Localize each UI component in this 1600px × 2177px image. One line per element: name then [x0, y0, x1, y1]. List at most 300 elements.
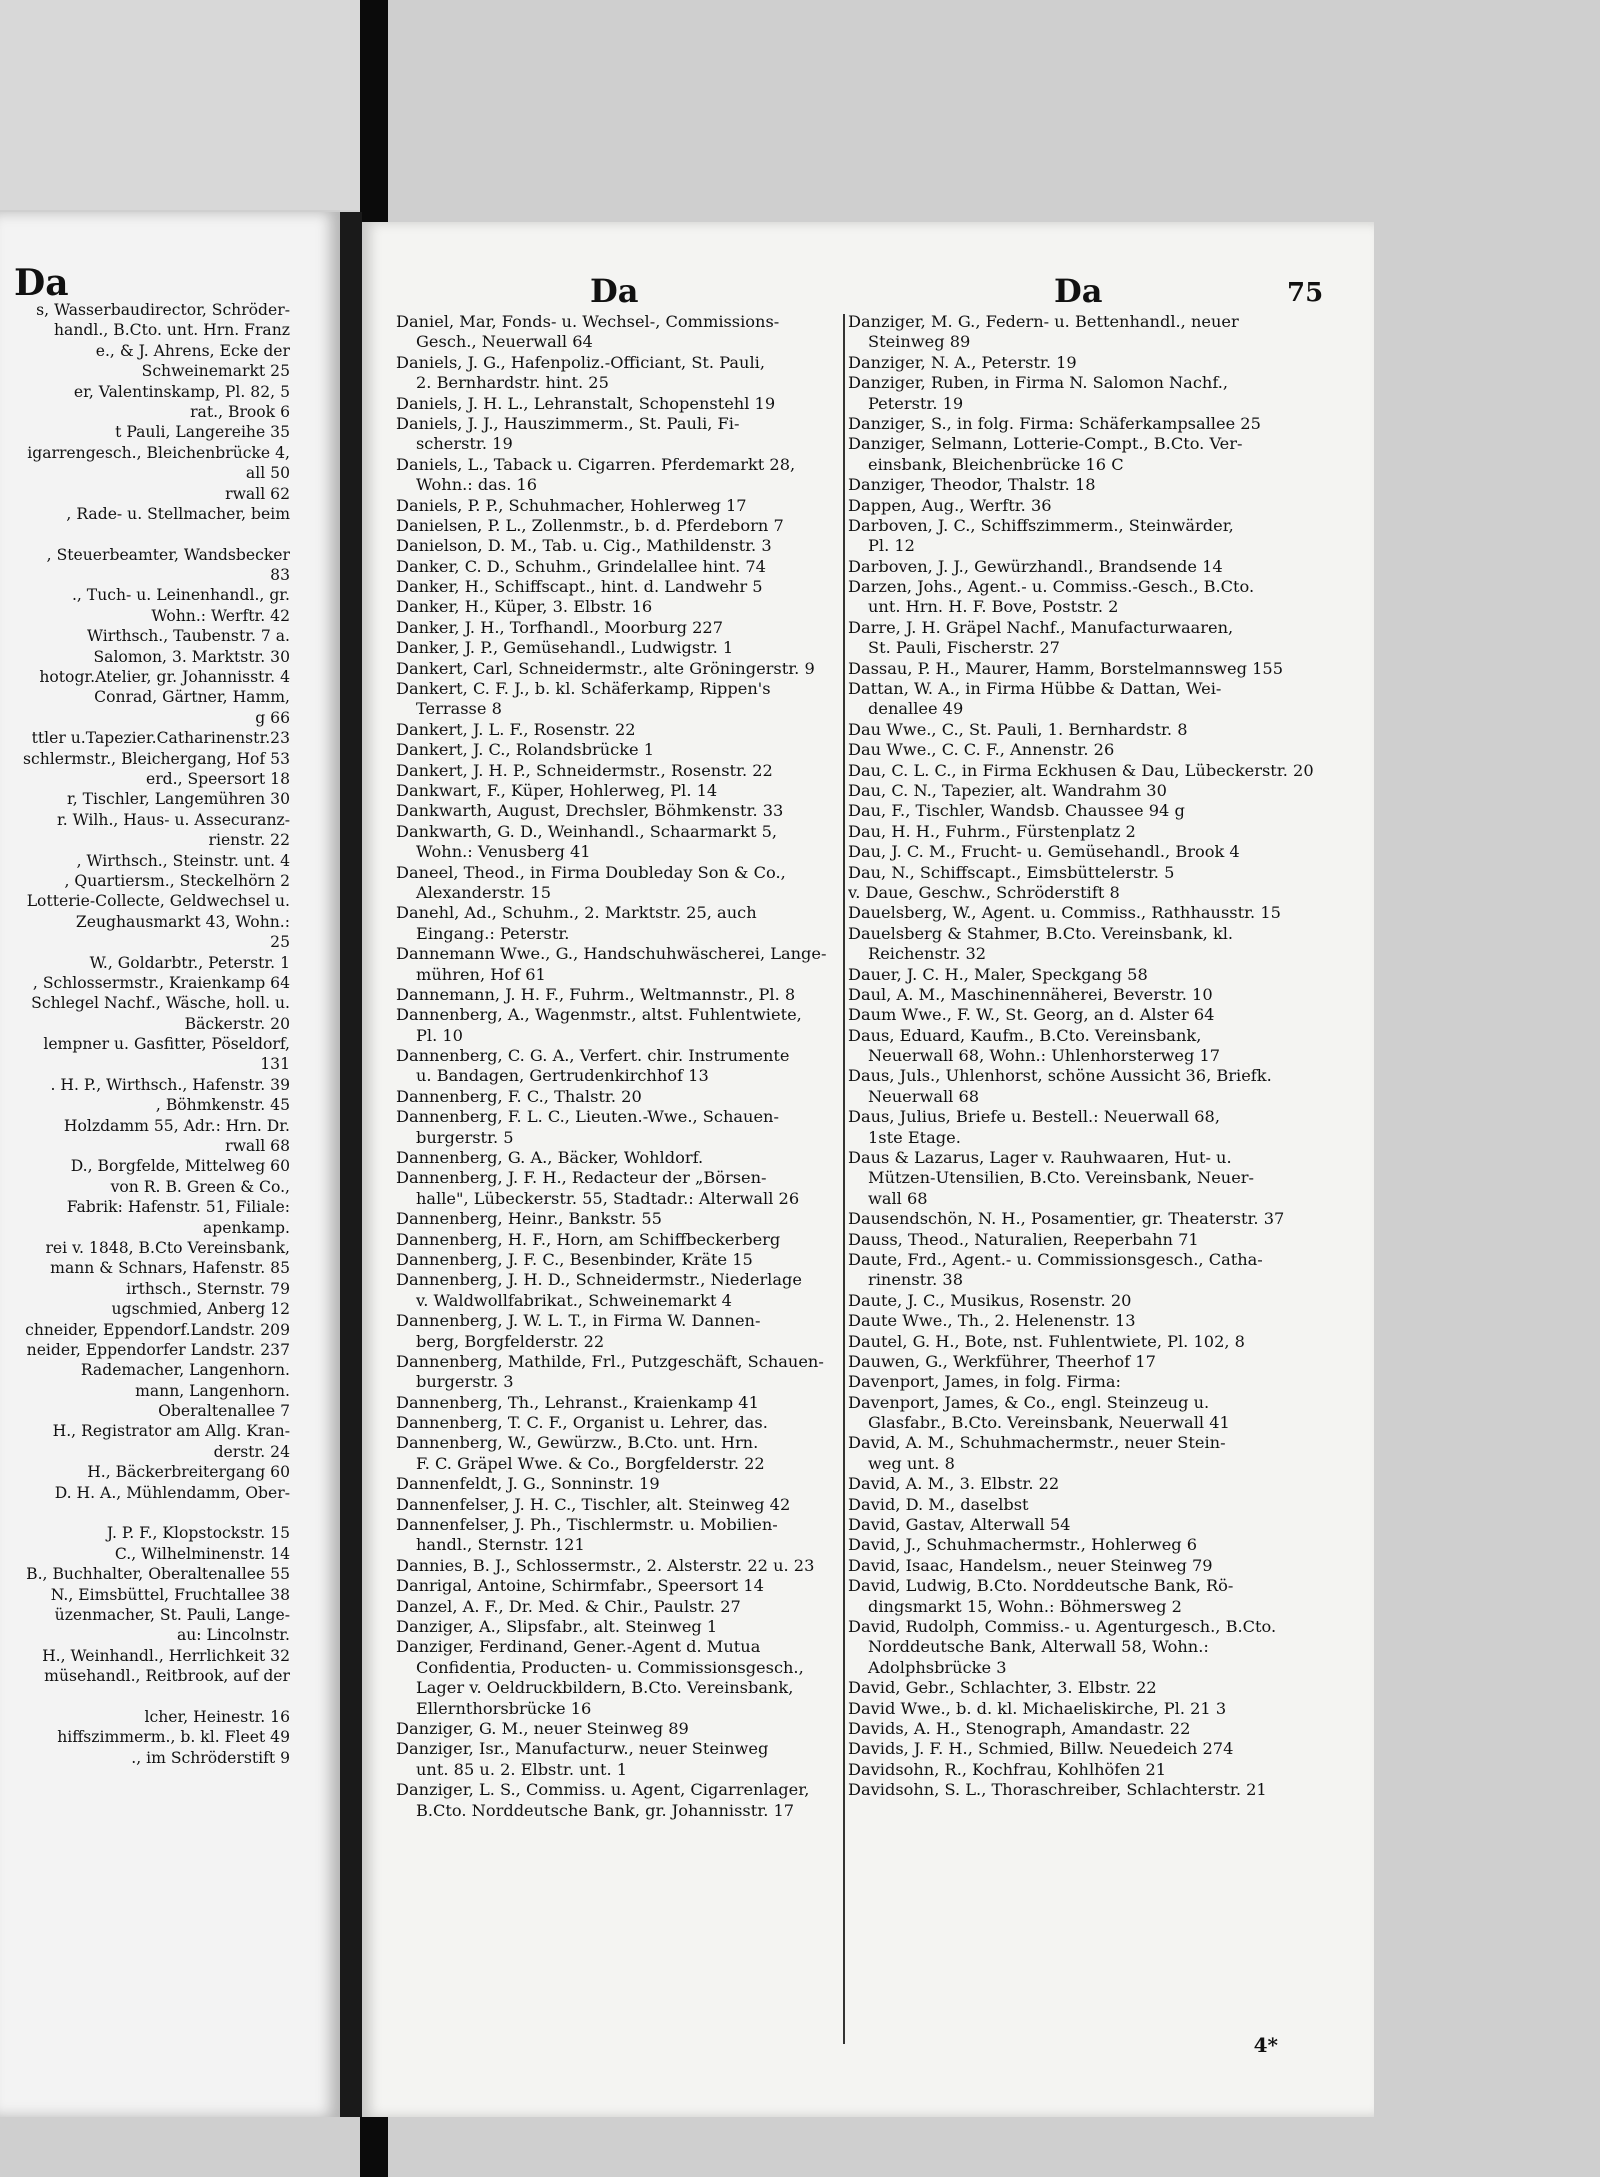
entry-name-line: Danker, C. D., Schuhm., Grindelallee hint. 74 [396, 556, 766, 576]
entry-name-line: Dattan, W. A., in Firma Hübbe & Dattan, Wei- [848, 679, 1222, 699]
directory-entry [396, 414, 872, 455]
entry-continuation-line: u. Bandagen, Gertrudenkirchhof 13 [416, 1066, 709, 1086]
entry-name-line: Dankwarth, G. D., Weinhandl., Schaarmarkt 5, [396, 821, 778, 841]
left-page-line: rat., Brook 6 [190, 402, 290, 421]
left-page-line: Zeughausmarkt 43, Wohn.: [75, 912, 290, 931]
directory-entry [396, 822, 872, 863]
right-page-header-right: Da [1054, 272, 1103, 310]
entry-name-line: Dassau, P. H., Maurer, Hamm, Borstelmannsweg 155 [848, 658, 1283, 678]
entry-name-line: Daus, Juls., Uhlenhorst, schöne Aussicht 36, Briefk. [848, 1066, 1272, 1086]
entry-name-line: Dannenberg, Th., Lehranst., Kraienkamp 41 [396, 1392, 759, 1412]
entry-name-line: David Wwe., b. d. kl. Michaeliskirche, Pl. 21 3 [848, 1698, 1227, 1718]
entry-name-line: Dankwarth, August, Drechsler, Böhmkenstr. 33 [396, 801, 784, 821]
directory-entry [848, 740, 1324, 760]
directory-entry [848, 1617, 1324, 1678]
entry-name-line: Davidsohn, S. L., Thoraschreiber, Schlachterstr. 21 [848, 1780, 1267, 1800]
directory-entry [396, 557, 872, 577]
directory-entry [848, 1148, 1324, 1209]
left-page-line: Rademacher, Langenhorn. [80, 1361, 290, 1380]
entry-name-line: Dannenberg, Heinr., Bankstr. 55 [396, 1209, 662, 1229]
directory-entry [848, 720, 1324, 740]
left-page-line: J. P. F., Klopstockstr. 15 [106, 1524, 290, 1543]
entry-name-line: Darzen, Johs., Agent.- u. Commiss.-Gesch., B.Cto. [848, 577, 1255, 597]
entry-continuation-line: Eingang.: Peterstr. [416, 923, 570, 943]
directory-entry [396, 1087, 872, 1107]
directory-entry [396, 1576, 872, 1596]
entry-name-line: Dau, C. L. C., in Firma Eckhusen & Dau, Lübeckerstr. 20 [848, 760, 1314, 780]
directory-entry [848, 679, 1324, 720]
entry-name-line: Dauwen, G., Werkführer, Theerhof 17 [848, 1351, 1156, 1371]
entry-name-line: David, J., Schuhmachermstr., Hohlerweg 6 [848, 1535, 1198, 1555]
directory-entry [848, 1495, 1324, 1515]
directory-entry [848, 1230, 1324, 1250]
directory-entry [848, 475, 1324, 495]
entry-continuation-line: wall 68 [868, 1188, 928, 1208]
left-page-line: irthsch., Sternstr. 79 [126, 1279, 290, 1298]
entry-name-line: Danziger, Isr., Manufacturw., neuer Steinweg [396, 1739, 769, 1759]
directory-entry [848, 1535, 1324, 1555]
entry-continuation-line: Neuerwall 68, Wohn.: Uhlenhorsterweg 17 [868, 1046, 1221, 1066]
directory-entry [848, 1332, 1324, 1352]
left-page-line: von R. B. Green & Co., [110, 1177, 290, 1196]
entry-continuation-line: 1ste Etage. [868, 1127, 961, 1147]
left-page-line: H., Weinhandl., Herrlichkeit 32 [42, 1646, 290, 1665]
left-page-line: lempner u. Gasfitter, Pöseldorf, [43, 1035, 290, 1054]
entry-continuation-line: Peterstr. 19 [868, 393, 964, 413]
directory-entry [396, 1311, 872, 1352]
entry-continuation-line: mühren, Hof 61 [416, 964, 546, 984]
left-page-line: Wohn.: Werftr. 42 [151, 606, 290, 625]
entry-name-line: Davenport, James, in folg. Firma: [848, 1372, 1122, 1392]
entry-continuation-line: burgerstr. 5 [416, 1127, 514, 1147]
left-page-line: ., Tuch- u. Leinenhandl., gr. [71, 586, 290, 605]
directory-entry [396, 659, 872, 679]
directory-entry [396, 1168, 872, 1209]
entry-continuation-line: scherstr. 19 [416, 434, 513, 454]
left-page-line: Schlegel Nachf., Wäsche, holl. u. [31, 994, 290, 1013]
directory-column-right [848, 312, 1324, 1801]
left-page-line: Conrad, Gärtner, Hamm, [94, 688, 290, 707]
entry-name-line: Dannenfeldt, J. G., Sonninstr. 19 [396, 1474, 660, 1494]
entry-name-line: Dau, C. N., Tapezier, alt. Wandrahm 30 [848, 780, 1167, 800]
left-page-line: , Rade- u. Stellmacher, beim [66, 504, 290, 523]
entry-continuation-line: Adolphsbrücke 3 [868, 1657, 1007, 1677]
left-page-line: . H. P., Wirthsch., Hafenstr. 39 [50, 1075, 290, 1094]
left-page-line: rienstr. 22 [208, 831, 290, 850]
directory-entry [396, 1393, 872, 1413]
entry-name-line: Daute Wwe., Th., 2. Helenenstr. 13 [848, 1311, 1136, 1331]
directory-entry [396, 903, 872, 944]
directory-entry [848, 1372, 1324, 1392]
entry-name-line: Daniels, L., Taback u. Cigarren. Pferdemarkt 28, [396, 454, 796, 474]
entry-continuation-line: Confidentia, Producten- u. Commissionsgesch., [416, 1657, 804, 1677]
page-gutter [340, 212, 362, 2117]
left-page-header: Da [14, 262, 69, 304]
entry-name-line: Danker, J. P., Gemüsehandl., Ludwigstr. 1 [396, 638, 734, 658]
directory-entry [848, 1026, 1324, 1067]
entry-name-line: Daum Wwe., F. W., St. Georg, an d. Alster 64 [848, 1005, 1215, 1025]
entry-name-line: Dau, N., Schiffscapt., Eimsbüttelerstr. 5 [848, 862, 1175, 882]
signature-mark: 4* [1253, 2033, 1278, 2057]
directory-entry [848, 801, 1324, 821]
entry-continuation-line: v. Waldwollfabrikat., Schweinemarkt 4 [416, 1290, 732, 1310]
left-page-line: r, Tischler, Langemühren 30 [67, 790, 290, 809]
left-page-line: ttler u.Tapezier.Catharinenstr.23 [31, 729, 290, 748]
entry-name-line: Dauer, J. C. H., Maler, Speckgang 58 [848, 964, 1148, 984]
left-page-line: schlermstr., Bleichergang, Hof 53 [22, 749, 290, 768]
entry-name-line: David, Isaac, Handelsm., neuer Steinweg 79 [848, 1555, 1213, 1575]
entry-name-line: Dau Wwe., C. C. F., Annenstr. 26 [848, 740, 1115, 760]
entry-name-line: Darboven, J. C., Schiffszimmerm., Steinwärder, [848, 515, 1234, 535]
directory-entry [396, 1739, 872, 1780]
entry-name-line: Danziger, Ruben, in Firma N. Salomon Nachf., [848, 373, 1229, 393]
entry-name-line: David, Gastav, Alterwall 54 [848, 1515, 1071, 1535]
directory-entry [396, 863, 872, 904]
entry-name-line: Daniels, J. H. L., Lehranstalt, Schopenstehl 19 [396, 393, 776, 413]
left-page-line: rwall 68 [225, 1137, 290, 1156]
entry-name-line: Danehl, Ad., Schuhm., 2. Marktstr. 25, auch [396, 903, 757, 923]
left-page-line [0, 1687, 340, 1707]
left-page-line: erd., Speersort 18 [145, 769, 290, 788]
directory-entry [396, 740, 872, 760]
directory-entry [396, 1046, 872, 1087]
left-page-line: t Pauli, Langereihe 35 [115, 423, 290, 442]
left-page-line: e., & J. Ahrens, Ecke der [95, 341, 290, 360]
backdrop-top [0, 0, 360, 210]
entry-name-line: Dankwart, F., Küper, Hohlerweg, Pl. 14 [396, 780, 718, 800]
directory-entry [848, 1107, 1324, 1148]
directory-entry [396, 1495, 872, 1515]
directory-entry [848, 618, 1324, 659]
entry-name-line: Davidsohn, R., Kochfrau, Kohlhöfen 21 [848, 1759, 1167, 1779]
entry-name-line: Dau, H. H., Fuhrm., Fürstenplatz 2 [848, 821, 1136, 841]
left-page-line: , Schlossermstr., Kraienkamp 64 [32, 973, 290, 992]
left-page-line [0, 524, 340, 544]
entry-name-line: Dauelsberg, W., Agent. u. Commiss., Rathhausstr. 15 [848, 903, 1281, 923]
directory-entry [848, 781, 1324, 801]
entry-name-line: v. Daue, Geschw., Schröderstift 8 [848, 882, 1120, 902]
directory-entry [396, 618, 872, 638]
directory-entry [848, 965, 1324, 985]
directory-entry [396, 455, 872, 496]
entry-continuation-line: Steinweg 89 [868, 332, 971, 352]
directory-entry [396, 1230, 872, 1250]
left-page-line: 131 [260, 1055, 290, 1074]
entry-continuation-line: denallee 49 [868, 699, 964, 719]
entry-continuation-line: burgerstr. 3 [416, 1372, 514, 1392]
entry-continuation-line: 2. Bernhardstr. hint. 25 [416, 373, 609, 393]
directory-entry [848, 1739, 1324, 1759]
entry-name-line: Danrigal, Antoine, Schirmfabr., Speersort 14 [396, 1576, 764, 1596]
left-page-line: D., Borgfelde, Mittelweg 60 [70, 1157, 290, 1176]
entry-name-line: Dankert, J. H. P., Schneidermstr., Rosenstr. 22 [396, 760, 773, 780]
directory-entry [396, 985, 872, 1005]
left-page-line: müsehandl., Reitbrook, auf der [44, 1667, 290, 1686]
left-page-line: neider, Eppendorfer Landstr. 237 [26, 1340, 290, 1359]
left-page-line: mann & Schnars, Hafenstr. 85 [50, 1259, 290, 1278]
directory-entry [396, 1005, 872, 1046]
entry-continuation-line: unt. Hrn. H. F. Bove, Poststr. 2 [868, 597, 1119, 617]
entry-continuation-line: dingsmarkt 15, Wohn.: Böhmersweg 2 [868, 1596, 1182, 1616]
directory-entry [396, 1617, 872, 1637]
directory-entry [848, 985, 1324, 1005]
entry-name-line: Danziger, Ferdinand, Gener.-Agent d. Mutua [396, 1637, 761, 1657]
entry-name-line: Dannenberg, F. L. C., Lieuten.-Wwe., Schauen- [396, 1107, 779, 1127]
entry-name-line: Daute, J. C., Musikus, Rosenstr. 20 [848, 1290, 1132, 1310]
directory-entry [396, 1637, 872, 1719]
entry-name-line: Dannenberg, G. A., Bäcker, Wohldorf. [396, 1148, 704, 1168]
entry-name-line: Dannenfelser, J. Ph., Tischlermstr. u. Mobilien- [396, 1515, 778, 1535]
right-page [362, 222, 1374, 2117]
entry-continuation-line: Norddeutsche Bank, Alterwall 58, Wohn.: [868, 1637, 1209, 1657]
directory-entry [396, 1780, 872, 1821]
left-page [0, 212, 340, 2117]
entry-name-line: Davids, J. F. H., Schmied, Billw. Neuedeich 274 [848, 1739, 1234, 1759]
left-page-line: rwall 62 [225, 484, 290, 503]
left-page-line: er, Valentinskamp, Pl. 82, 5 [73, 382, 290, 401]
entry-name-line: Dannenberg, J. F. H., Redacteur der „Börsen- [396, 1168, 767, 1188]
left-page-line: s, Wasserbaudirector, Schröder- [36, 301, 290, 319]
entry-continuation-line: Gesch., Neuerwall 64 [416, 332, 593, 352]
left-page-line: C., Wilhelminenstr. 14 [114, 1544, 290, 1563]
entry-name-line: Danziger, Theodor, Thalstr. 18 [848, 475, 1096, 495]
directory-entry [848, 516, 1324, 557]
directory-entry [848, 659, 1324, 679]
entry-name-line: Danziger, Selmann, Lotterie-Compt., B.Cto. Ver- [848, 434, 1243, 454]
directory-entry [848, 1556, 1324, 1576]
entry-name-line: Daus, Eduard, Kaufm., B.Cto. Vereinsbank, [848, 1025, 1202, 1045]
directory-entry [848, 863, 1324, 883]
directory-entry [848, 1209, 1324, 1229]
entry-name-line: David, A. M., Schuhmachermstr., neuer Stein- [848, 1433, 1226, 1453]
left-page-line: , Wirthsch., Steinstr. unt. 4 [76, 851, 290, 870]
entry-name-line: Dannenberg, C. G. A., Verfert. chir. Instrumente [396, 1046, 790, 1066]
directory-entry [396, 1597, 872, 1617]
left-page-line: Fabrik: Hafenstr. 51, Filiale: [66, 1198, 290, 1217]
entry-name-line: Danziger, G. M., neuer Steinweg 89 [396, 1718, 689, 1738]
left-page-line: Lotterie-Collecte, Geldwechsel u. [26, 892, 290, 911]
left-page-line: , Quartiersm., Steckelhörn 2 [64, 871, 290, 890]
entry-continuation-line: einsbank, Bleichenbrücke 16 C [868, 454, 1124, 474]
directory-entry [848, 924, 1324, 965]
entry-name-line: Danielson, D. M., Tab. u. Cig., Mathildenstr. 3 [396, 536, 772, 556]
left-page-line: Wirthsch., Taubenstr. 7 a. [87, 627, 290, 646]
directory-entry [396, 394, 872, 414]
entry-name-line: Dausendschön, N. H., Posamentier, gr. Theaterstr. 37 [848, 1209, 1285, 1229]
entry-continuation-line: Ellernthorsbrücke 16 [416, 1698, 592, 1718]
left-page-line: H., Bäckerbreitergang 60 [87, 1463, 290, 1482]
directory-entry [848, 761, 1324, 781]
directory-entry [848, 822, 1324, 842]
entry-name-line: Daute, Frd., Agent.- u. Commissionsgesch., Catha- [848, 1249, 1263, 1269]
entry-name-line: Dannenberg, Mathilde, Frl., Putzgeschäft, Schauen- [396, 1351, 824, 1371]
entry-name-line: Danziger, N. A., Peterstr. 19 [848, 352, 1077, 372]
entry-name-line: Dappen, Aug., Werftr. 36 [848, 495, 1052, 515]
directory-entry [396, 1270, 872, 1311]
left-page-line: D. H. A., Mühlendamm, Ober- [54, 1483, 290, 1502]
entry-name-line: Dannenberg, J. H. D., Schneidermstr., Niederlage [396, 1270, 802, 1290]
entry-name-line: Daul, A. M., Maschinennäherei, Beverstr. 10 [848, 984, 1213, 1004]
entry-name-line: Dau, J. C. M., Frucht- u. Gemüsehandl., Brook 4 [848, 842, 1240, 862]
left-page-line: mann, Langenhorn. [135, 1381, 290, 1400]
left-page-line: apenkamp. [202, 1218, 290, 1237]
entry-name-line: Dannenberg, J. W. L. T., in Firma W. Dannen- [396, 1311, 761, 1331]
directory-entry [396, 1556, 872, 1576]
directory-entry [848, 1291, 1324, 1311]
entry-name-line: Dau, F., Tischler, Wandsb. Chaussee 94 g [848, 801, 1185, 821]
directory-entry [848, 312, 1324, 353]
directory-entry [848, 1678, 1324, 1698]
entry-name-line: Danker, J. H., Torfhandl., Moorburg 227 [396, 617, 723, 637]
left-page-line: rei v. 1848, B.Cto Vereinsbank, [45, 1238, 290, 1257]
entry-name-line: Davenport, James, & Co., engl. Steinzeug u. [848, 1392, 1210, 1412]
left-page-line: , Steuerbeamter, Wandsbecker [46, 545, 290, 564]
entry-name-line: David, Ludwig, B.Cto. Norddeutsche Bank, Rö- [848, 1576, 1234, 1596]
entry-continuation-line: Terrasse 8 [416, 699, 502, 719]
directory-entry [848, 496, 1324, 516]
directory-entry [396, 1352, 872, 1393]
directory-entry [396, 516, 872, 536]
directory-entry [396, 801, 872, 821]
left-page-line [0, 1503, 340, 1523]
directory-entry [848, 373, 1324, 414]
entry-name-line: Danziger, L. S., Commiss. u. Agent, Cigarrenlager, [396, 1780, 810, 1800]
directory-entry [848, 1311, 1324, 1331]
directory-entry [396, 1413, 872, 1433]
directory-entry [848, 434, 1324, 475]
directory-entry [396, 781, 872, 801]
entry-continuation-line: Alexanderstr. 15 [416, 882, 551, 902]
entry-name-line: Dauelsberg & Stahmer, B.Cto. Vereinsbank, kl. [848, 923, 1234, 943]
entry-name-line: Daus & Lazarus, Lager v. Rauhwaaren, Hut- u. [848, 1148, 1232, 1168]
column-divider [843, 314, 845, 2044]
directory-entry [848, 1576, 1324, 1617]
directory-entry [396, 312, 872, 353]
left-page-line: hiffszimmerm., b. kl. Fleet 49 [57, 1728, 290, 1747]
directory-entry [848, 1780, 1324, 1800]
entry-name-line: David, Gebr., Schlachter, 3. Elbstr. 22 [848, 1678, 1157, 1698]
entry-name-line: Dannemann, J. H. F., Fuhrm., Weltmannstr., Pl. 8 [396, 984, 796, 1004]
directory-entry [396, 597, 872, 617]
directory-entry [848, 1393, 1324, 1434]
entry-name-line: Dankert, C. F. J., b. kl. Schäferkamp, Rippen's [396, 679, 771, 699]
directory-column-left [396, 312, 872, 1821]
left-page-line: g 66 [255, 708, 290, 727]
entry-name-line: Dankert, J. C., Rolandsbrücke 1 [396, 740, 655, 760]
entry-name-line: Davids, A. H., Stenograph, Amandastr. 22 [848, 1718, 1191, 1738]
directory-entry [848, 1719, 1324, 1739]
entry-name-line: Dauss, Theod., Naturalien, Reeperbahn 71 [848, 1229, 1199, 1249]
directory-entry [848, 414, 1324, 434]
left-page-line: all 50 [245, 464, 290, 483]
left-page-line: chneider, Eppendorf.Landstr. 209 [25, 1320, 290, 1339]
directory-entry [396, 1719, 872, 1739]
left-page-line: ., im Schröderstift 9 [131, 1748, 290, 1767]
entry-name-line: Daneel, Theod., in Firma Doubleday Son & Co., [396, 862, 786, 882]
entry-continuation-line: Wohn.: Venusberg 41 [416, 842, 591, 862]
entry-name-line: Dankert, Carl, Schneidermstr., alte Gröningerstr. 9 [396, 658, 815, 678]
left-page-line: , Böhmkenstr. 45 [155, 1096, 290, 1115]
entry-continuation-line: Neuerwall 68 [868, 1086, 980, 1106]
left-page-line: hotogr.Atelier, gr. Johannisstr. 4 [39, 668, 290, 687]
directory-entry [848, 557, 1324, 577]
left-page-line: 83 [270, 566, 290, 585]
entry-name-line: Dannenberg, J. F. C., Besenbinder, Kräte 15 [396, 1249, 753, 1269]
directory-entry [396, 679, 872, 720]
page-number: 75 [1287, 278, 1324, 308]
entry-name-line: Dannenberg, H. F., Horn, am Schiffbeckerberg [396, 1229, 781, 1249]
directory-entry [848, 577, 1324, 618]
left-page-line: handl., B.Cto. unt. Hrn. Franz [54, 321, 290, 340]
backdrop-right [1374, 0, 1600, 2177]
entry-name-line: Dannenberg, F. C., Thalstr. 20 [396, 1086, 642, 1106]
entry-continuation-line: F. C. Gräpel Wwe. & Co., Borgfelderstr. 22 [416, 1453, 765, 1473]
entry-name-line: Danielsen, P. L., Zollenmstr., b. d. Pferdeborn 7 [396, 515, 784, 535]
left-page-lines [0, 300, 340, 1768]
entry-continuation-line: rinenstr. 38 [868, 1270, 964, 1290]
left-page-line: Oberaltenallee 7 [158, 1402, 290, 1421]
left-page-line: Holzdamm 55, Adr.: Hrn. Dr. [63, 1116, 290, 1135]
entry-continuation-line: Wohn.: das. 16 [416, 475, 538, 495]
directory-entry [396, 1107, 872, 1148]
entry-continuation-line: Lager v. Oeldruckbildern, B.Cto. Vereinsbank, [416, 1678, 794, 1698]
directory-entry [396, 720, 872, 740]
left-page-line: üzenmacher, St. Pauli, Lange- [54, 1606, 290, 1624]
directory-entry [396, 1209, 872, 1229]
entry-name-line: David, Rudolph, Commiss.- u. Agenturgesch., B.Cto. [848, 1617, 1277, 1636]
left-page-line: lcher, Heinestr. 16 [144, 1707, 290, 1726]
entry-name-line: Daniels, J. J., Hauszimmerm., St. Pauli, Fi- [396, 413, 740, 433]
entry-name-line: Dau Wwe., C., St. Pauli, 1. Bernhardstr. 8 [848, 719, 1188, 739]
right-page-header-left: Da [590, 272, 639, 310]
directory-entry [396, 1250, 872, 1270]
entry-name-line: Danziger, A., Slipsfabr., alt. Steinweg 1 [396, 1617, 718, 1636]
entry-name-line: Danker, H., Küper, 3. Elbstr. 16 [396, 597, 653, 617]
entry-name-line: Danziger, S., in folg. Firma: Schäferkampsallee 25 [848, 413, 1261, 433]
entry-name-line: Daniels, P. P., Schuhmacher, Hohlerweg 17 [396, 495, 747, 515]
directory-entry [848, 1699, 1324, 1719]
entry-name-line: David, A. M., 3. Elbstr. 22 [848, 1474, 1060, 1494]
entry-name-line: Darre, J. H. Gräpel Nachf., Manufacturwaaren, [848, 617, 1234, 637]
left-page-line: B., Buchhalter, Oberaltenallee 55 [26, 1565, 290, 1584]
directory-entry [848, 1005, 1324, 1025]
entry-name-line: Danziger, M. G., Federn- u. Bettenhandl., neuer [848, 312, 1239, 331]
directory-entry [396, 1148, 872, 1168]
left-page-line: 25 [270, 933, 290, 952]
directory-entry [848, 903, 1324, 923]
entry-name-line: David, D. M., daselbst [848, 1494, 1029, 1514]
entry-name-line: Danzel, A. F., Dr. Med. & Chir., Paulstr. 27 [396, 1596, 741, 1616]
directory-entry [396, 1515, 872, 1556]
left-page-line: Bäckerstr. 20 [184, 1014, 290, 1033]
entry-name-line: Dankert, J. L. F., Rosenstr. 22 [396, 719, 636, 739]
entry-name-line: Dautel, G. H., Bote, nst. Fuhlentwiete, Pl. 102, 8 [848, 1331, 1245, 1351]
directory-entry [848, 883, 1324, 903]
entry-continuation-line: halle", Lübeckerstr. 55, Stadtadr.: Alterwall 26 [416, 1188, 800, 1208]
directory-entry [848, 842, 1324, 862]
entry-continuation-line: weg unt. 8 [868, 1453, 955, 1473]
entry-continuation-line: Glasfabr., B.Cto. Vereinsbank, Neuerwall 41 [868, 1413, 1230, 1433]
directory-entry [396, 638, 872, 658]
directory-entry [396, 1474, 872, 1494]
directory-entry [848, 1250, 1324, 1291]
left-page-line: Schweinemarkt 25 [141, 362, 290, 381]
left-page-line: N., Eimsbüttel, Fruchtallee 38 [50, 1585, 290, 1604]
directory-entry [848, 1760, 1324, 1780]
left-page-line: r. Wilh., Haus- u. Assecuranz- [57, 810, 290, 829]
left-page-line: H., Registrator am Allg. Kran- [52, 1422, 290, 1441]
entry-name-line: Dannenberg, T. C. F., Organist u. Lehrer, das. [396, 1413, 768, 1433]
